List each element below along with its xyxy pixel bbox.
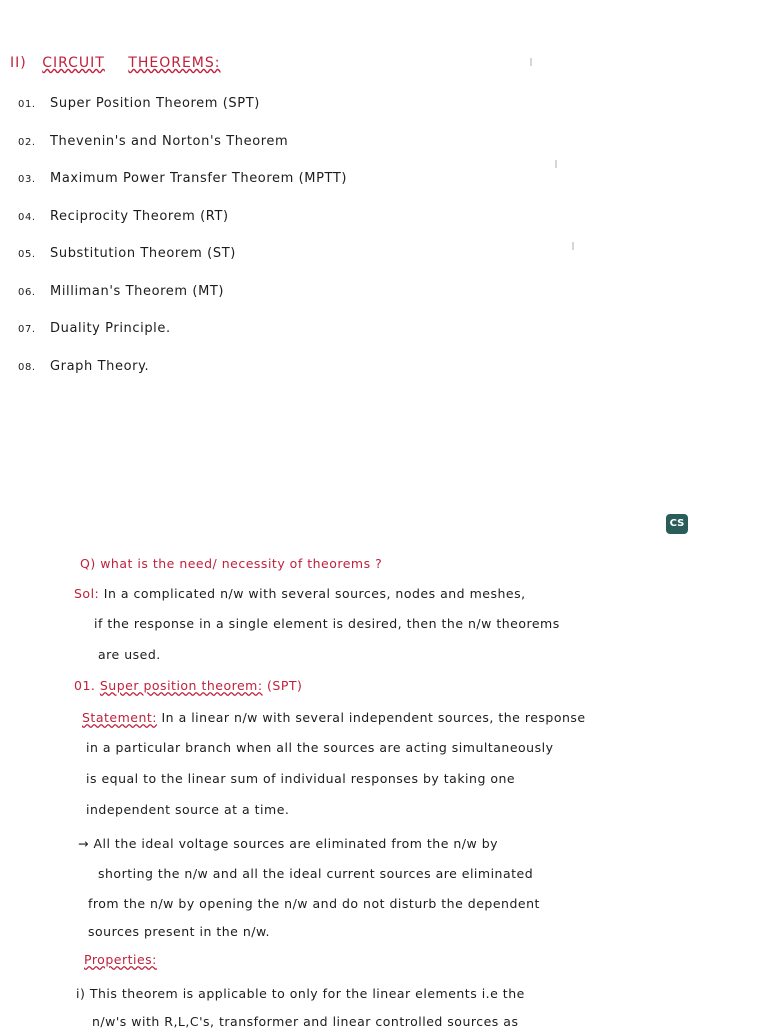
note-text-1: → All the ideal voltage sources are eliminated from the n/w by: [78, 836, 499, 851]
spt-number: 01.: [74, 678, 96, 693]
theorem-item: [18, 246, 347, 284]
theorem-number: 04.: [18, 211, 36, 223]
theorem-item: [18, 171, 347, 209]
solution-text-3: are used.: [98, 647, 161, 662]
theorem-name: Duality Principle.: [50, 321, 171, 336]
solution-text-2: if the response in a single element is desired, then the n/w theorems: [94, 616, 560, 631]
theorem-name: Thevenin's and Norton's Theorem: [50, 133, 289, 149]
theorem-item: [18, 96, 347, 134]
theorem-name: Substitution Theorem (ST): [50, 246, 236, 261]
theorem-number: 03.: [18, 174, 36, 185]
note-text-4: sources present in the n/w.: [88, 924, 271, 939]
statement-line-1: [82, 710, 586, 725]
theorem-number: 01.: [18, 99, 36, 110]
note-text-2: shorting the n/w and all the ideal current sources are eliminated: [98, 866, 534, 881]
theorem-item: [18, 209, 347, 247]
theorem-name: Maximum Power Transfer Theorem (MPTT): [50, 171, 348, 186]
theorem-name: Graph Theory.: [50, 358, 150, 374]
property-text-2: n/w's with R,L,C's, transformer and linear controlled sources as: [92, 1014, 519, 1029]
theorem-item: [18, 359, 347, 397]
theorem-number: 08.: [18, 361, 36, 373]
scan-speck: [572, 242, 574, 250]
theorem-name: Super Position Theorem (SPT): [50, 96, 260, 111]
theorem-number: 05.: [18, 249, 36, 260]
theorem-name: Milliman's Theorem (MT): [50, 283, 225, 299]
section-title-word-theorems: THEOREMS:: [128, 55, 221, 71]
statement-text-1: In a linear n/w with several independent sources, the response: [161, 710, 586, 725]
camscanner-badge: CS: [666, 514, 688, 534]
spt-heading-row: [74, 678, 302, 693]
question: Q) what is the need/ necessity of theorems ?: [80, 556, 383, 571]
property-text-1: i) This theorem is applicable to only for the linear elements i.e the: [76, 986, 525, 1001]
section-title: [10, 55, 220, 71]
properties-label: Properties:: [84, 952, 157, 967]
scan-speck: [555, 160, 557, 168]
section-number: II): [10, 55, 27, 71]
section-title-word-circuit: CIRCUIT: [42, 55, 105, 71]
scan-speck: [530, 58, 532, 66]
theorem-item: [18, 321, 347, 359]
theorem-number: 06.: [18, 286, 36, 298]
theorem-name: Reciprocity Theorem (RT): [50, 208, 229, 224]
theorem-list: [18, 96, 347, 396]
theorem-number: 07.: [18, 324, 36, 335]
spt-abbr: (SPT): [267, 678, 303, 693]
theorem-item: [18, 284, 347, 322]
statement-text-2: in a particular branch when all the sources are acting simultaneously: [86, 740, 554, 755]
solution-label: Sol:: [74, 586, 100, 601]
spt-heading: Super position theorem:: [99, 678, 263, 693]
theorem-number: 02.: [18, 136, 36, 148]
note-text-3: from the n/w by opening the n/w and do not disturb the dependent: [88, 896, 540, 911]
solution-line-1: [74, 586, 526, 601]
theorem-item: [18, 134, 347, 172]
solution-text-1: In a complicated n/w with several sources, nodes and meshes,: [103, 586, 526, 601]
statement-text-3: is equal to the linear sum of individual responses by taking one: [86, 771, 516, 786]
statement-text-4: independent source at a time.: [86, 802, 290, 817]
statement-label: Statement:: [82, 710, 157, 725]
